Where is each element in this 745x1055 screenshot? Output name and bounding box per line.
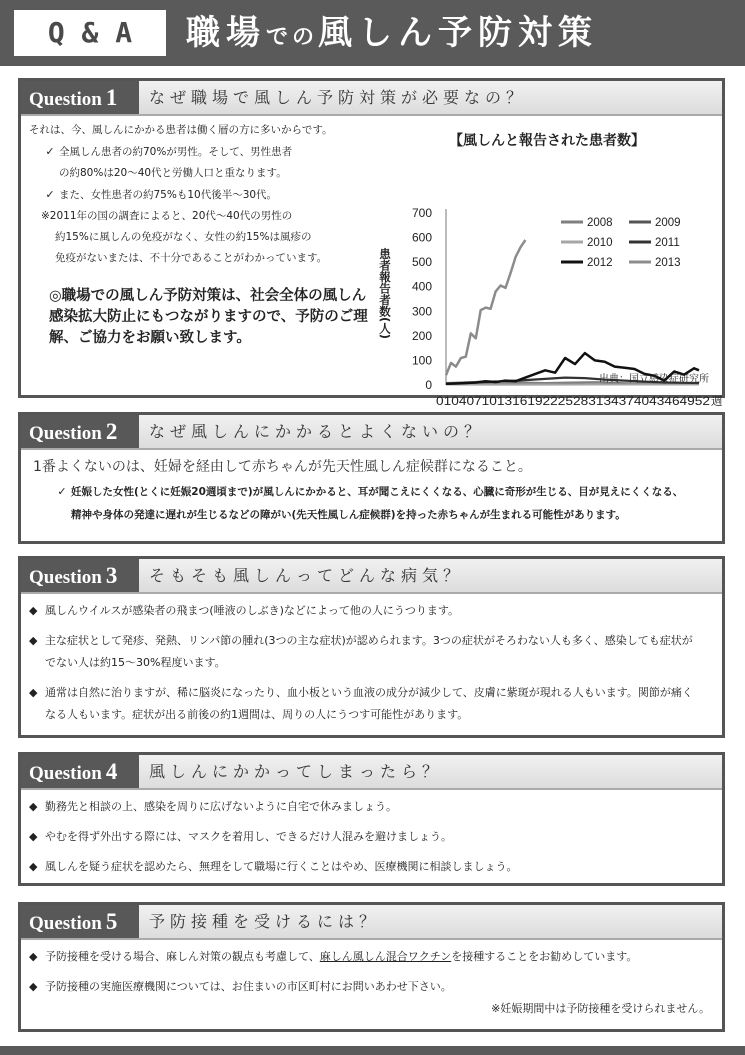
chart-ylabel: 患者報告者数(人) <box>378 248 392 340</box>
question-title: 予防接種を受けるには？ <box>139 905 722 938</box>
q1-check-item-cont: の約80%は20〜40代と労働人口と重なります。 <box>59 167 287 179</box>
chart-y-tick-label: 600 <box>411 230 432 245</box>
chart-svg <box>373 116 723 408</box>
q1-note: 免疫がないまたは、不十分であることがわかっています。 <box>55 252 328 264</box>
q5-bullet: ◆ 予防接種の実施医療機関については、お住まいの市区町村にお問いあわせ下さい。 <box>29 976 714 998</box>
question-label: Question 5 <box>21 905 139 938</box>
check-icon: ✓ <box>57 485 67 498</box>
question-label: Question 2 <box>21 415 139 448</box>
q3-bullet-cont: なる人もいます。症状が出る前後の約1週間は、周りの人にうつす可能性があります。 <box>45 708 469 721</box>
q5-bullet: ◆ 予防接種を受ける場合、麻しん対策の観点も考慮して、麻しん風しん混合ワクチンを接種することをお勧めしています。 <box>29 946 714 968</box>
q1-text-block <box>29 120 379 269</box>
q1-check-item: ✓ 全風しん患者の約70%が男性。そして、男性患者 <box>29 141 379 163</box>
chart-legend-label: 2008 <box>587 217 613 229</box>
question-title: なぜ風しんにかかるとよくないの？ <box>139 415 722 448</box>
chart-y-tick-label: 0 <box>425 378 432 392</box>
title-part-a: 職場 <box>186 13 266 53</box>
section-body <box>21 450 722 531</box>
title-part-b: での <box>266 25 319 50</box>
q2-main-text: 1番よくないのは、妊婦を経由して赤ちゃんが先天性風しん症候群になること。 <box>33 459 532 475</box>
chart-x-tick-labels: 010407101316192225283134374043464952 <box>436 396 710 408</box>
q2-detail-cont: 精神や身体の発達に遅れが生じるなどの障がい(先天性風しん症候群)を持った赤ちゃんが生まれる可能性があります。 <box>71 509 626 521</box>
section-question-5 <box>18 902 725 1032</box>
question-label: Question 3 <box>21 559 139 592</box>
diamond-icon: ◆ <box>29 686 38 699</box>
q4-bullet: ◆ 風しんを疑う症状を認めたら、無理をして職場に行くことはやめ、医療機関に相談しましょう。 <box>29 856 714 878</box>
diamond-icon: ◆ <box>29 604 38 617</box>
q4-bullet: ◆ 勤務先と相談の上、感染を周りに広げないように自宅で休みましょう。 <box>29 796 714 818</box>
question-label: Question 1 <box>21 81 139 114</box>
diamond-icon: ◆ <box>29 830 38 843</box>
chart-y-tick-label: 300 <box>411 304 432 319</box>
q1-summary: ◎職場での風しん予防対策は、社会全体の風しん感染拡大防止にもつながりますので、予防のご理解、ご協力をお願い致します。 <box>49 288 368 346</box>
chart-legend-label: 2009 <box>655 217 681 229</box>
chart-legend-label: 2011 <box>655 237 680 249</box>
chart-y-tick-label: 100 <box>411 353 432 368</box>
section-header <box>21 559 722 594</box>
page-footer-bar <box>0 1046 745 1055</box>
section-header <box>21 415 722 450</box>
question-title: そもそも風しんってどんな病気？ <box>139 559 722 592</box>
q4-bullet: ◆ やむを得ず外出する際には、マスクを着用し、できるだけ人混みを避けましょう。 <box>29 826 714 848</box>
section-question-1 <box>18 78 725 408</box>
section-body <box>21 594 722 730</box>
section-header <box>21 755 722 790</box>
section-question-2 <box>18 412 725 544</box>
q3-bullet: ◆ 通常は自然に治りますが、稀に脳炎になったり、血小板という血液の成分が減少して、皮膚に紫斑が現れる人もいます。関節が痛く <box>29 682 714 704</box>
q3-bullet: ◆ 風しんウイルスが感染者の飛まつ(唾液のしぶき)などによって他の人にうつります。 <box>29 600 714 622</box>
section-body <box>21 116 723 408</box>
section-question-3 <box>18 556 725 738</box>
chart-source: 出典：国立感染症研究所 <box>599 374 709 385</box>
chart-x-unit: 週 <box>711 396 723 408</box>
vaccine-name: 麻しん風しん混合ワクチン <box>319 950 452 963</box>
question-title: なぜ職場で風しん予防対策が必要なの？ <box>139 81 722 114</box>
diamond-icon: ◆ <box>29 860 38 873</box>
chart-y-tick-label: 500 <box>411 255 432 270</box>
diamond-icon: ◆ <box>29 800 38 813</box>
section-header <box>21 81 722 116</box>
diamond-icon: ◆ <box>29 980 38 993</box>
section-body <box>21 790 722 882</box>
q3-bullet-cont: でない人は約15〜30%程度います。 <box>45 656 226 669</box>
q3-bullet: ◆ 主な症状として発疹、発熱、リンパ節の腫れ(3つの主な症状)が認められます。3つの症状がそろわない人も多く、感染しても症状が <box>29 630 714 652</box>
chart-legend-label: 2013 <box>655 257 681 269</box>
page-header <box>0 0 745 66</box>
check-icon: ✓ <box>45 145 55 158</box>
chart-legend-label: 2012 <box>587 257 613 269</box>
check-icon: ✓ <box>45 188 55 201</box>
q1-note: 約15%に風しんの免疫がなく、女性の約15%は風疹の <box>55 231 312 243</box>
chart-legend-label: 2010 <box>587 237 613 249</box>
chart-y-tick-label: 400 <box>411 279 432 294</box>
q1-check-item: ✓ また、女性患者の約75%も10代後半〜30代。 <box>29 184 379 206</box>
diamond-icon: ◆ <box>29 634 38 647</box>
rubella-chart <box>373 116 723 408</box>
page-title <box>186 6 598 60</box>
q5-note: ※妊娠期間中は予防接種を受けられません。 <box>491 1002 710 1015</box>
diamond-icon: ◆ <box>29 950 38 963</box>
qa-badge: Q & A <box>14 10 166 56</box>
section-body <box>21 940 722 1024</box>
chart-title: 【風しんと報告された患者数】 <box>449 133 645 149</box>
chart-y-tick-label: 700 <box>411 206 432 220</box>
chart-series-line-2013 <box>446 240 525 375</box>
question-title: 風しんにかかってしまったら？ <box>139 755 722 788</box>
q1-intro: それは、今、風しんにかかる患者は働く層の方に多いからです。 <box>29 124 333 136</box>
q2-detail: ✓ 妊娠した女性(とくに妊娠20週頃まで)が風しんにかかると、耳が聞こえにくくなる、心臓に奇形が生じる、目が見えにくくなる、 <box>29 480 714 504</box>
section-header <box>21 905 722 940</box>
q1-note: ※2011年の国の調査によると、20代〜40代の男性の <box>41 210 293 222</box>
section-question-4 <box>18 752 725 886</box>
chart-y-tick-label: 200 <box>411 328 432 343</box>
question-label: Question 4 <box>21 755 139 788</box>
title-part-c: 風しん予防対策 <box>318 13 599 53</box>
